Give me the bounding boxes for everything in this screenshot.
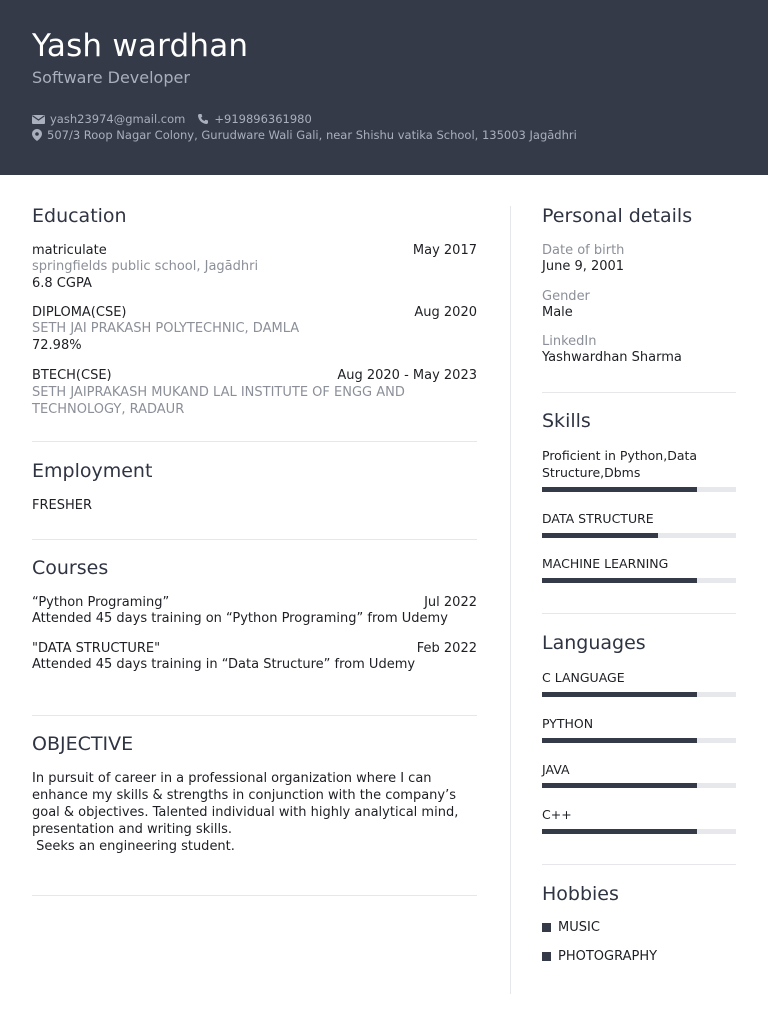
language-bar-fill bbox=[542, 829, 697, 834]
course-name: “Python Programing” bbox=[32, 595, 170, 610]
candidate-name: Yash wardhan bbox=[32, 28, 249, 64]
mail-icon bbox=[32, 115, 45, 124]
language-bar bbox=[542, 829, 736, 834]
section-divider bbox=[542, 864, 736, 865]
square-bullet-icon bbox=[542, 923, 551, 932]
education-school: SETH JAI PRAKASH POLYTECHNIC, DAMLA bbox=[32, 321, 300, 336]
skill-name: Proficient in Python,Data Structure,Dbms bbox=[542, 448, 698, 480]
course-name: "DATA STRUCTURE" bbox=[32, 641, 161, 656]
skills-heading: Skills bbox=[542, 410, 591, 432]
course-description: Attended 45 days training on “Python Programing” from Udemy bbox=[32, 611, 448, 626]
section-divider bbox=[542, 613, 736, 614]
language-bar bbox=[542, 783, 736, 788]
language-bar bbox=[542, 738, 736, 743]
language-bar bbox=[542, 692, 736, 697]
education-date: Aug 2020 - May 2023 bbox=[337, 368, 477, 383]
gender-label: Gender bbox=[542, 289, 590, 304]
gender-value: Male bbox=[542, 305, 573, 320]
address-row bbox=[32, 128, 577, 142]
education-score: 6.8 CGPA bbox=[32, 276, 92, 291]
linkedin-link[interactable]: Yashwardhan Sharma bbox=[542, 350, 682, 365]
header-banner bbox=[0, 0, 768, 175]
hobby-item bbox=[542, 920, 600, 935]
skill-bar bbox=[542, 533, 736, 538]
course-date: Jul 2022 bbox=[424, 595, 477, 610]
personal-details-heading: Personal details bbox=[542, 205, 693, 227]
skill-bar bbox=[542, 578, 736, 583]
education-heading: Education bbox=[32, 205, 127, 227]
hobbies-heading: Hobbies bbox=[542, 883, 619, 905]
hobby-label: MUSIC bbox=[558, 920, 600, 935]
language-bar-fill bbox=[542, 692, 697, 697]
location-pin-icon bbox=[32, 129, 42, 141]
education-date: Aug 2020 bbox=[414, 305, 477, 320]
courses-heading: Courses bbox=[32, 557, 109, 579]
section-divider bbox=[32, 539, 477, 540]
candidate-role: Software Developer bbox=[32, 68, 190, 87]
education-score: 72.98% bbox=[32, 338, 82, 353]
course-description: Attended 45 days training in “Data Structure” from Udemy bbox=[32, 657, 416, 672]
language-name: PYTHON bbox=[542, 716, 594, 731]
dob-label: Date of birth bbox=[542, 243, 625, 258]
skill-bar-fill bbox=[542, 487, 697, 492]
contact-row bbox=[32, 112, 312, 126]
language-name: C++ bbox=[542, 807, 572, 822]
phone-icon bbox=[197, 113, 209, 125]
address-text: 507/3 Roop Nagar Colony, Gurudware Wali Gali, near Shishu vatika School, 135003 Jagādhri bbox=[47, 128, 577, 142]
education-school: SETH JAIPRAKASH MUKAND LAL INSTITUTE OF ENGG AND TECHNOLOGY, RADAUR bbox=[32, 385, 405, 417]
objective-heading: OBJECTIVE bbox=[32, 733, 134, 755]
language-bar-fill bbox=[542, 783, 697, 788]
section-divider bbox=[32, 441, 477, 442]
square-bullet-icon bbox=[542, 952, 551, 961]
employment-status: FRESHER bbox=[32, 498, 92, 513]
education-school: springfields public school, Jagādhri bbox=[32, 259, 259, 274]
skill-bar bbox=[542, 487, 736, 492]
dob-value: June 9, 2001 bbox=[542, 259, 625, 274]
column-divider bbox=[510, 206, 511, 994]
language-bar-fill bbox=[542, 738, 697, 743]
objective-text: In pursuit of career in a professional organization where I can enhance my skills & strengths in conjunction with the company’s goal & objectives. Talented individual with highly analytical mind, presentation and writing skills. Seeks an engineering student. bbox=[32, 771, 459, 854]
skill-bar-fill bbox=[542, 578, 697, 583]
skill-bar-fill bbox=[542, 533, 658, 538]
skill-name: DATA STRUCTURE bbox=[542, 511, 654, 526]
skill-name: MACHINE LEARNING bbox=[542, 556, 669, 571]
hobby-item bbox=[542, 949, 657, 964]
course-date: Feb 2022 bbox=[416, 641, 477, 656]
linkedin-label: LinkedIn bbox=[542, 334, 597, 349]
hobby-label: PHOTOGRAPHY bbox=[558, 949, 658, 964]
email-link[interactable]: yash23974@gmail.com bbox=[50, 112, 186, 126]
language-name: C LANGUAGE bbox=[542, 670, 625, 685]
section-divider bbox=[542, 392, 736, 393]
education-degree: matriculate bbox=[32, 243, 107, 258]
section-divider bbox=[32, 895, 477, 896]
languages-heading: Languages bbox=[542, 632, 646, 654]
employment-heading: Employment bbox=[32, 460, 153, 482]
education-date: May 2017 bbox=[412, 243, 477, 258]
education-degree: BTECH(CSE) bbox=[32, 368, 112, 383]
language-name: JAVA bbox=[542, 762, 570, 777]
section-divider bbox=[32, 715, 477, 716]
phone-number[interactable]: +919896361980 bbox=[214, 112, 312, 126]
education-degree: DIPLOMA(CSE) bbox=[32, 305, 127, 320]
